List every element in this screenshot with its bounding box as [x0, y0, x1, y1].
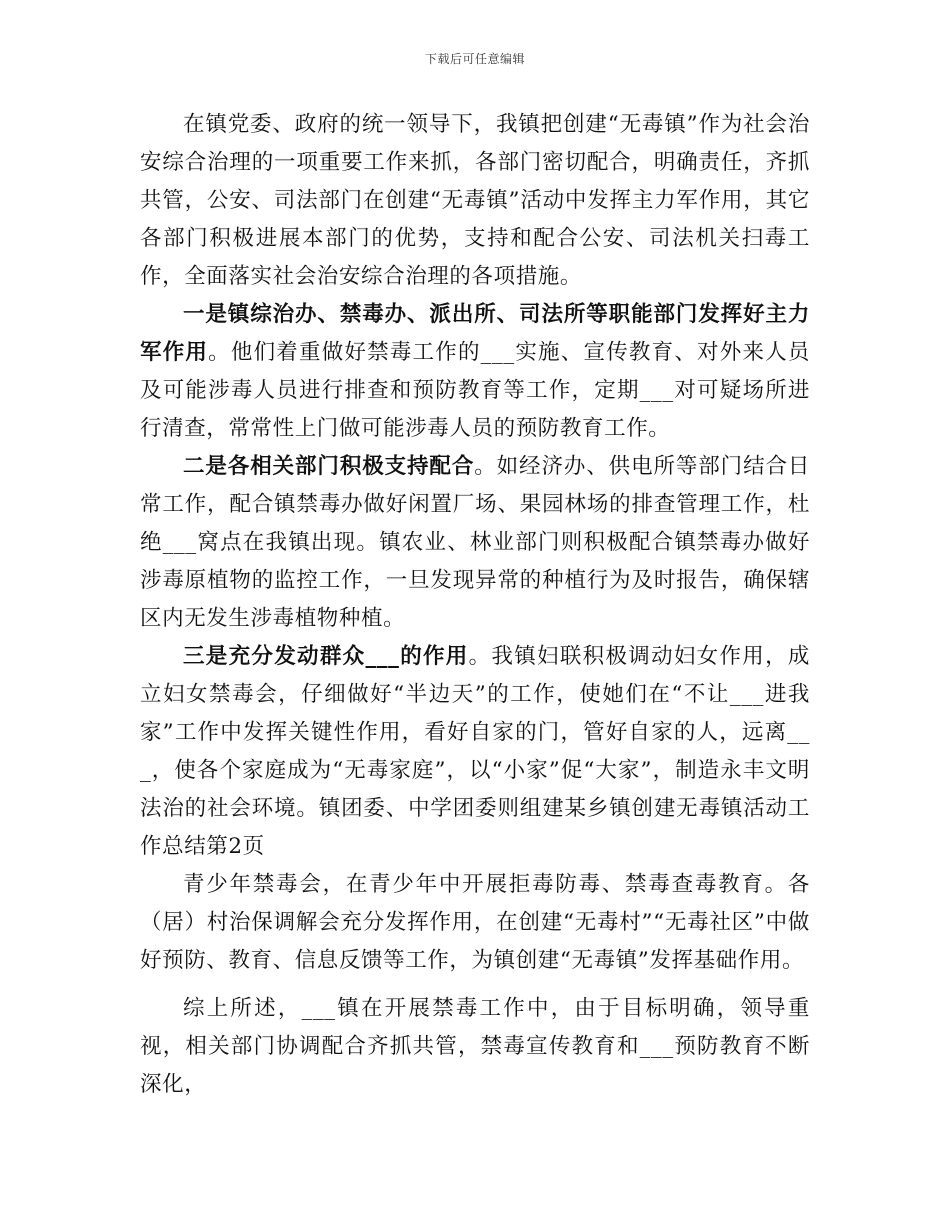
paragraph-point-one: [140, 296, 810, 448]
paragraph-summary: [140, 990, 810, 1104]
paragraph-intro: [140, 106, 810, 296]
paragraph-text: 。他们着重做好禁毒工作的___实施、宣传教育、对外来人员及可能涉毒人员进行排查和预防教育等工作，定期___对可疑场所进行清查，常常性上门做可能涉毒人员的预防教育工作。: [140, 340, 810, 441]
paragraph-text: 。如经济办、供电所等部门结合日常工作，配合镇禁毒办做好闲置厂场、果园林场的排查管理工作，杜绝___窝点在我镇出现。镇农业、林业部门则积极配合镇禁毒办做好涉毒原植物的监控工作，一旦发现异常的种植行为及时报告，确保辖区内无发生涉毒植物种植。: [140, 454, 810, 631]
paragraph-spacer: [140, 980, 810, 990]
paragraph-text: 在镇党委、政府的统一领导下，我镇把创建“无毒镇”作为社会治安综合治理的一项重要工作来抓，各部门密切配合，明确责任，齐抓共管，公安、司法部门在创建“无毒镇”活动中发挥主力军作用，其它各部门积极进展本部门的优势，支持和配合公安、司法机关扫毒工作，全面落实社会治安综合治理的各项措施。: [140, 112, 810, 289]
paragraph-youth: [140, 866, 810, 980]
paragraph-lead-bold: 二是各相关部门积极支持配合: [183, 454, 475, 479]
paragraph-text: 青少年禁毒会，在青少年中开展拒毒防毒、禁毒查毒教育。各（居）村治保调解会充分发挥作用，在创建“无毒村”“无毒社区”中做好预防、教育、信息反馈等工作，为镇创建“无毒镇”发挥基础作用。: [140, 872, 810, 973]
document-body: [140, 106, 810, 1104]
paragraph-lead-bold: 三是充分发动群众___的作用: [183, 644, 469, 669]
paragraph-text: 综上所述，___镇在开展禁毒工作中，由于目标明确，领导重视，相关部门协调配合齐抓共管，禁毒宣传教育和___预防教育不断深化，: [140, 996, 810, 1097]
page-header-note: 下载后可任意编辑: [424, 52, 525, 66]
paragraph-text: 。我镇妇联积极调动妇女作用，成立妇女禁毒会，仔细做好“半边天”的工作，使她们在“不让___进我家”工作中发挥关键性作用，看好自家的门，管好自家的人，远离___，使各个家庭成为“无毒家庭”，以“小家”促“大家”，制造永丰文明法治的社会环境。镇团委、中学团委则组建某乡镇创建无毒镇活动工作总结第2页: [140, 644, 810, 859]
paragraph-point-three: [140, 638, 810, 866]
paragraph-lead-bold: 一是镇综治办、禁毒办、派出所、司法所等职能部门发挥好主力军作用: [140, 302, 810, 365]
paragraph-point-two: [140, 448, 810, 638]
